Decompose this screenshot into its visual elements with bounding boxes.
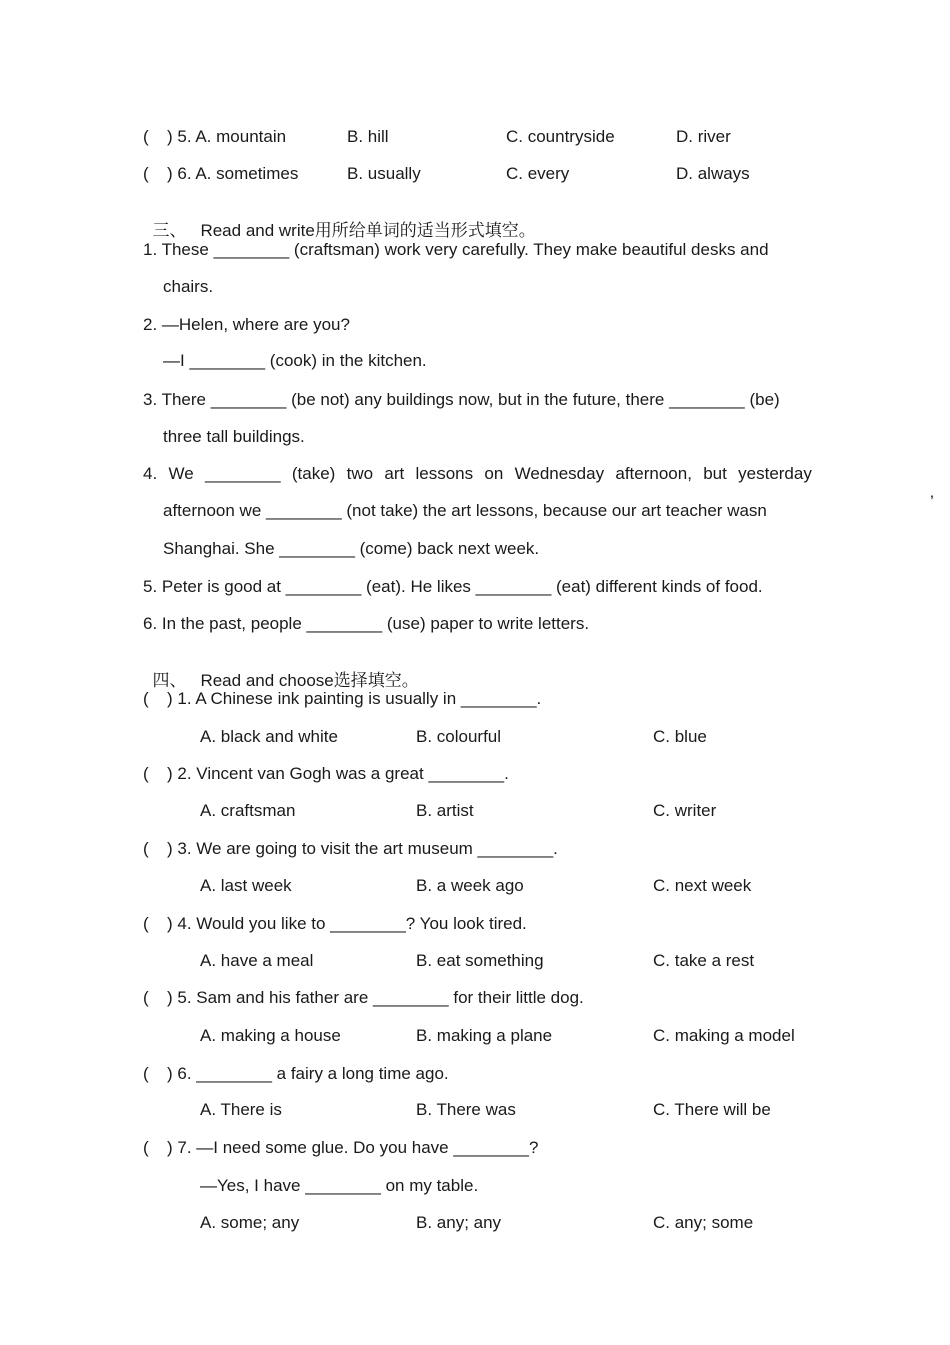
s3-q2-line1: 2. —Helen, where are you? xyxy=(143,315,350,334)
question-stem: ) 4. Would you like to ________? You look tired. xyxy=(167,914,527,933)
option-b: B. usually xyxy=(347,164,421,183)
answer-paren: ( xyxy=(143,988,149,1007)
answer-paren: ( xyxy=(143,839,149,858)
section-title-en: Read and choose xyxy=(200,671,334,690)
question-stem: ) 7. —I need some glue. Do you have ________? xyxy=(167,1138,539,1157)
option-c: C. There will be xyxy=(653,1100,771,1119)
option-b: B. eat something xyxy=(416,951,544,970)
q4-word: lessons xyxy=(415,464,474,483)
question-stem: ) 2. Vincent van Gogh was a great ________. xyxy=(167,764,509,783)
answer-paren: ( xyxy=(143,1064,149,1083)
option-b: B. There was xyxy=(416,1100,516,1119)
option-a: A. making a house xyxy=(200,1026,341,1045)
q4-word: afternoon, xyxy=(615,464,692,483)
section-title-en: Read and write xyxy=(200,221,315,240)
s3-q6: 6. In the past, people ________ (use) paper to write letters. xyxy=(143,614,590,633)
s3-q5: 5. Peter is good at ________ (eat). He likes ________ (eat) different kinds of food. xyxy=(143,577,763,596)
s3-q2-line2: —I ________ (cook) in the kitchen. xyxy=(163,351,427,370)
option-a: A. some; any xyxy=(200,1213,300,1232)
s3-q3-line1: 3. There ________ (be not) any buildings now, but in the future, there ________ (be) xyxy=(143,390,780,409)
s3-q4-line2: afternoon we ________ (not take) the art lessons, because our art teacher wasn xyxy=(163,501,767,520)
answer-paren: ( xyxy=(143,127,149,146)
s3-q3-line2: three tall buildings. xyxy=(163,427,305,446)
option-b: B. colourful xyxy=(416,727,502,746)
question-stem: ) 1. A Chinese ink painting is usually in ________. xyxy=(167,689,542,708)
section-numeral: 四、 xyxy=(152,671,187,691)
option-c: C. any; some xyxy=(653,1213,754,1232)
s3-q4-line1 xyxy=(143,464,812,484)
option-a: A. craftsman xyxy=(200,801,296,820)
option-a: A. have a meal xyxy=(200,951,314,970)
q4-word: We xyxy=(168,464,194,483)
question-stem: ) 3. We are going to visit the art museum ________. xyxy=(167,839,558,858)
option-c: C. making a model xyxy=(653,1026,795,1045)
section-title-cn: 选择填空。 xyxy=(333,671,419,691)
question-stem: ) 5. Sam and his father are ________ for their little dog. xyxy=(167,988,584,1007)
s3-q4-apostrophe: ’ xyxy=(930,492,934,511)
section-3-heading xyxy=(143,201,536,241)
question-stem: ) 6. A. sometimes xyxy=(167,164,299,183)
s3-q4-line3: Shanghai. She ________ (come) back next week. xyxy=(163,539,540,558)
q4-word: two xyxy=(346,464,374,483)
q4-word: yesterday xyxy=(738,464,812,483)
question-stem: ) 6. ________ a fairy a long time ago. xyxy=(167,1064,449,1083)
option-c: C. writer xyxy=(653,801,717,820)
s3-q1-line1: 1. These ________ (craftsman) work very carefully. They make beautiful desks and xyxy=(143,240,769,259)
option-b: B. a week ago xyxy=(416,876,524,895)
answer-paren: ( xyxy=(143,689,149,708)
section-title-cn: 用所给单词的适当形式填空。 xyxy=(314,221,536,241)
answer-paren: ( xyxy=(143,164,149,183)
q4-word: on xyxy=(484,464,504,483)
option-c: C. blue xyxy=(653,727,707,746)
option-b: B. hill xyxy=(347,127,389,146)
q4-word: ________ xyxy=(204,464,281,483)
option-a: A. black and white xyxy=(200,727,338,746)
option-d: D. river xyxy=(676,127,731,146)
option-b: B. any; any xyxy=(416,1213,502,1232)
q4-word: 4. xyxy=(143,464,158,483)
question-stem: ) 5. A. mountain xyxy=(167,127,287,146)
q4-word: (take) xyxy=(291,464,336,483)
option-c: C. next week xyxy=(653,876,752,895)
dialogue-reply: —Yes, I have ________ on my table. xyxy=(200,1176,479,1195)
section-numeral: 三、 xyxy=(152,221,187,241)
option-b: B. artist xyxy=(416,801,474,820)
option-a: A. last week xyxy=(200,876,292,895)
section-4-heading xyxy=(143,651,419,691)
option-a: A. There is xyxy=(200,1100,282,1119)
answer-paren: ( xyxy=(143,1138,149,1157)
option-d: D. always xyxy=(676,164,750,183)
q4-word: Wednesday xyxy=(514,464,605,483)
option-b: B. making a plane xyxy=(416,1026,553,1045)
option-c: C. countryside xyxy=(506,127,615,146)
answer-paren: ( xyxy=(143,914,149,933)
q4-word: but xyxy=(703,464,727,483)
q4-word: art xyxy=(384,464,405,483)
option-c: C. every xyxy=(506,164,570,183)
answer-paren: ( xyxy=(143,764,149,783)
option-c: C. take a rest xyxy=(653,951,755,970)
s3-q1-line2: chairs. xyxy=(163,277,214,296)
